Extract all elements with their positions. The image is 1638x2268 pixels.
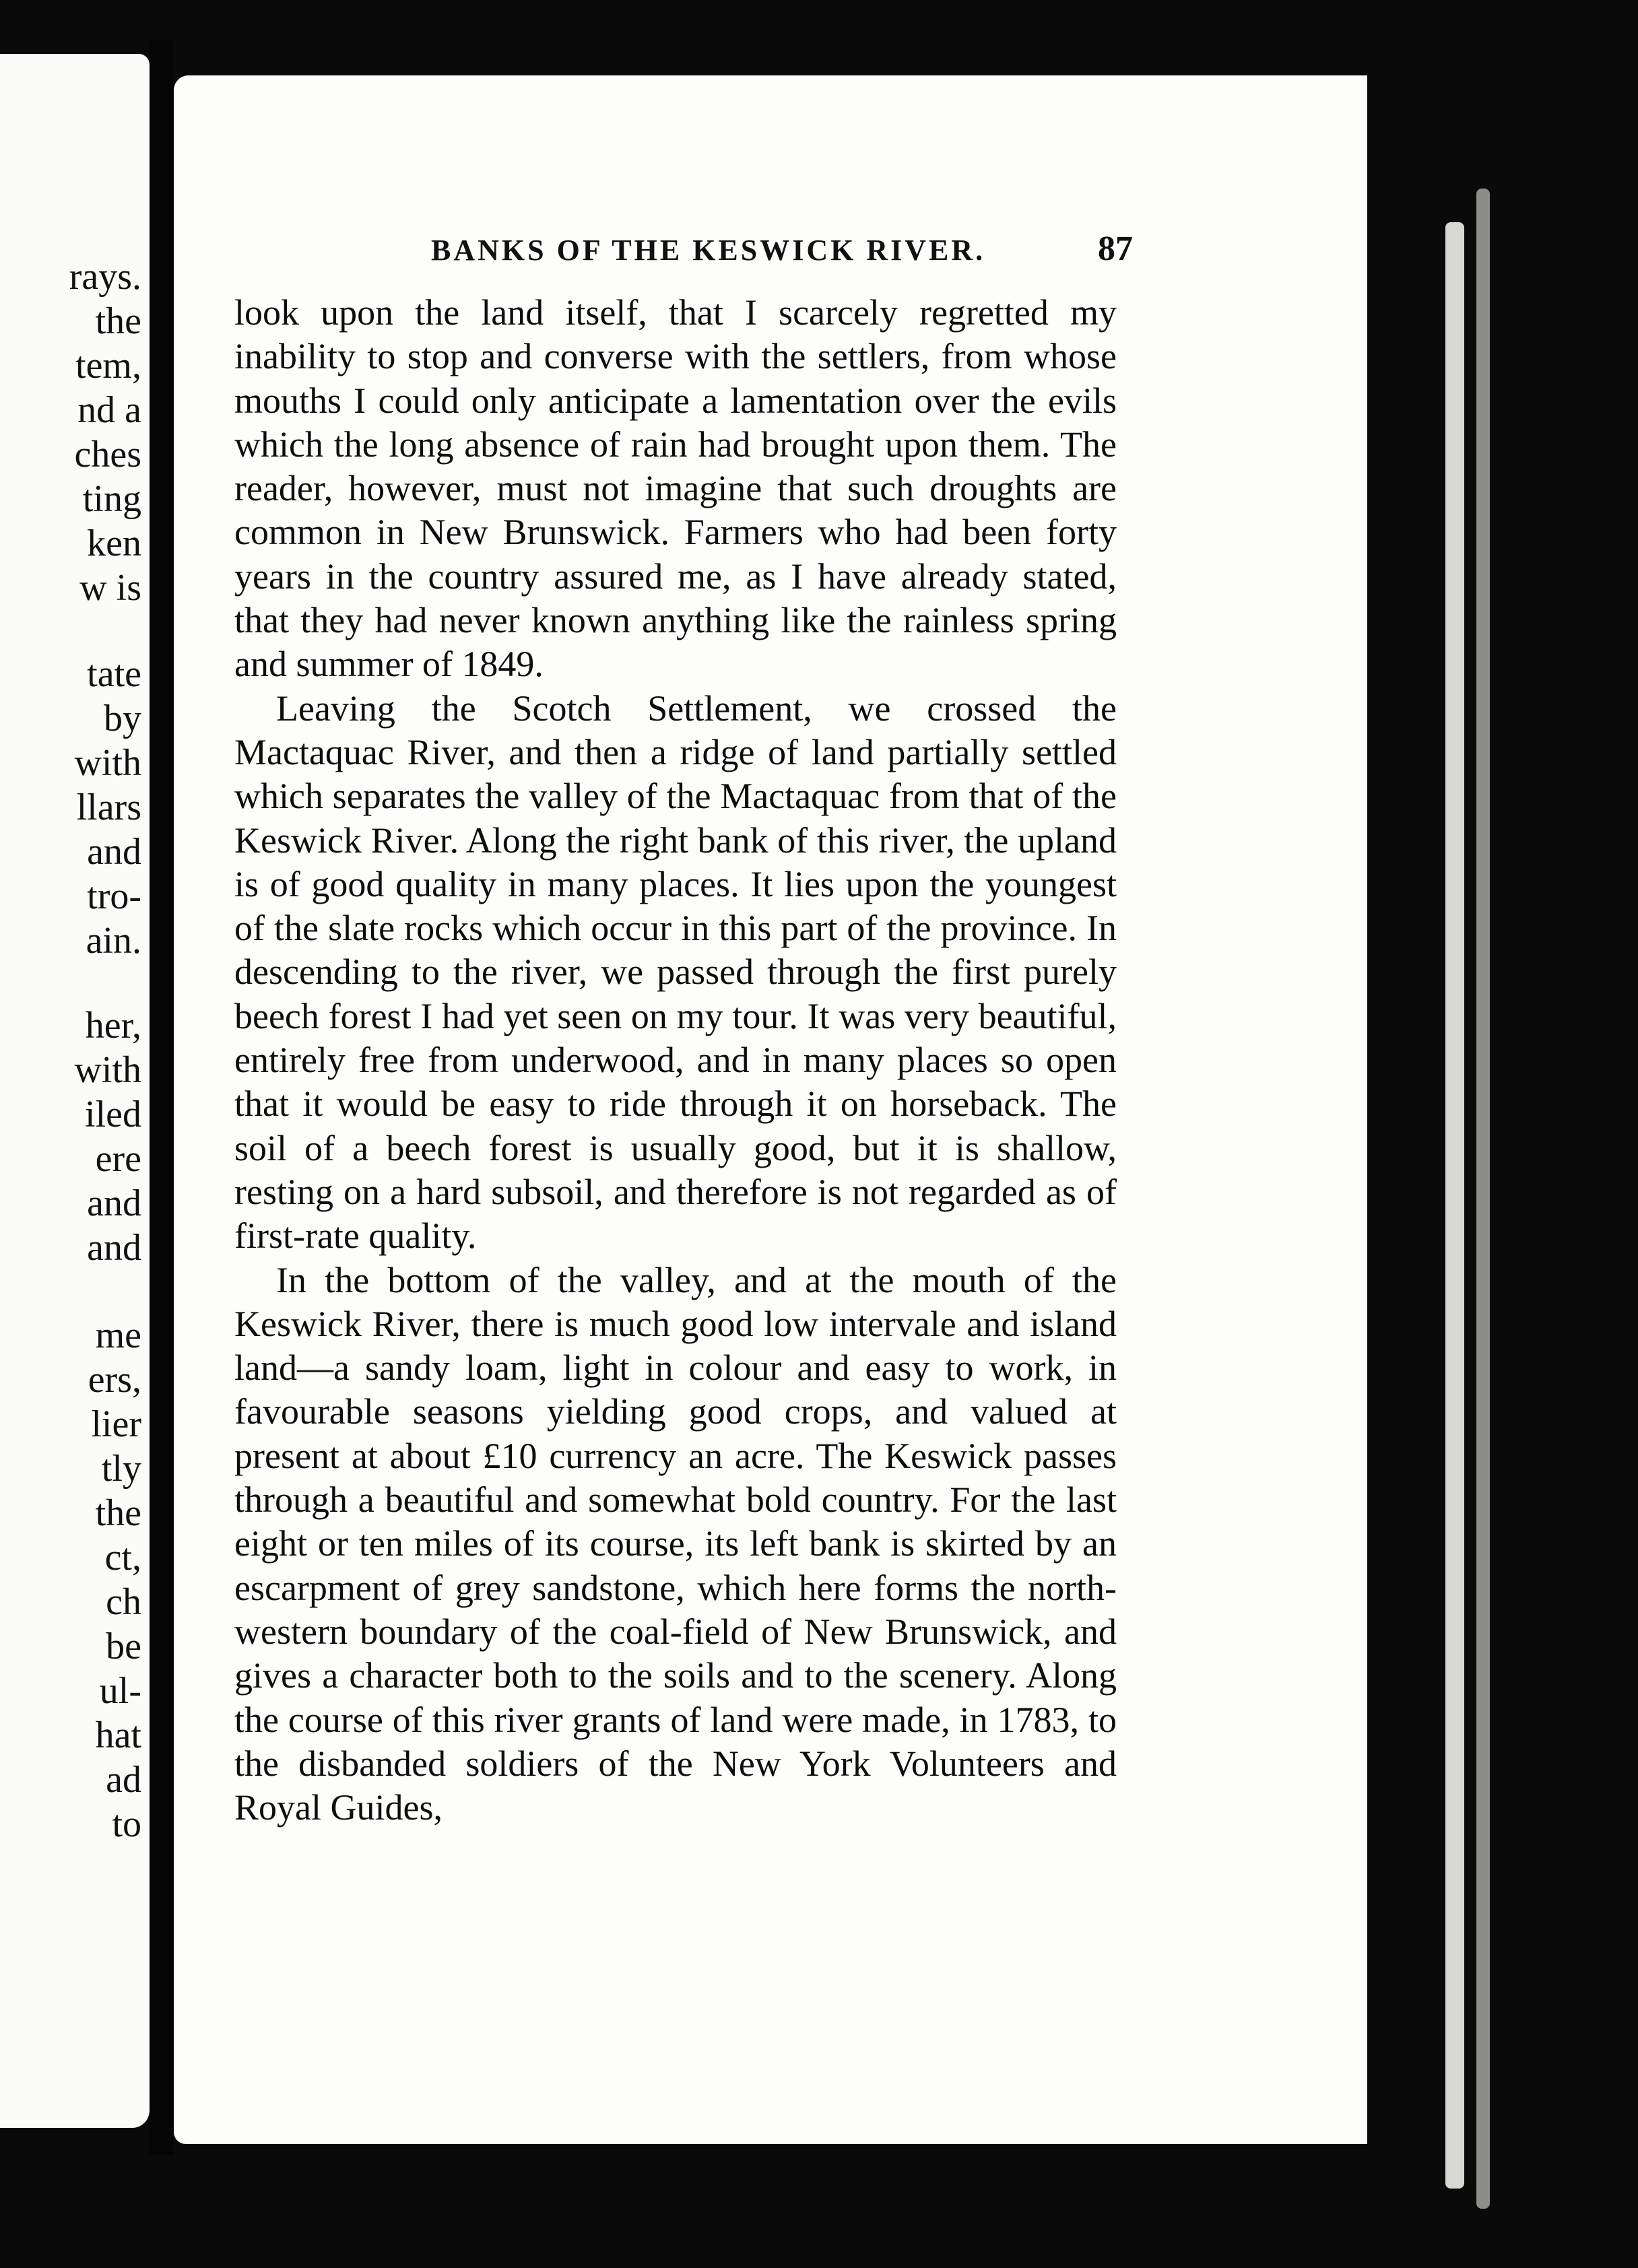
left-page-fragment: rays. bbox=[69, 256, 141, 298]
page-edge-strip bbox=[1476, 189, 1490, 2209]
left-page-fragment: be bbox=[106, 1626, 141, 1667]
left-page-fragment: me bbox=[95, 1314, 141, 1356]
paragraph: Leaving the Scotch Settlement, we crossed the Mactaquac River, and then a ridge of land partially settled which separates the valley of the Mactaquac from that of the Keswick River. Along the right bank of this river, the upland is of good quality in many places. It lies upon the youngest of the slate rocks which occur in this part of the province. In descending to the river, we passed through the first purely beech forest I had yet seen on my tour. It was very beautiful, entirely free from underwood, and in many places so open that it would be easy to ride through it on horseback. The soil of a beech forest is usually good, but it is shallow, resting on a hard subsoil, and therefore is not regarded as of first-rate quality. bbox=[234, 688, 1117, 1257]
running-head: BANKS OF THE KESWICK RIVER. bbox=[431, 234, 986, 267]
left-page-fragment: by bbox=[104, 698, 141, 739]
left-page-fragment: ers, bbox=[88, 1359, 141, 1401]
left-page-fragment: the bbox=[95, 300, 141, 342]
left-page-fragment: ain. bbox=[86, 920, 141, 962]
left-page-fragment: w is bbox=[79, 567, 141, 609]
facing-page-left bbox=[0, 54, 150, 2128]
page-number: 87 bbox=[1098, 230, 1133, 268]
left-page-fragment: ad bbox=[106, 1759, 141, 1801]
left-page-fragment: tem, bbox=[75, 345, 141, 387]
left-page-fragment: ere bbox=[95, 1138, 141, 1180]
paragraph: In the bottom of the valley, and at the mouth of the Keswick River, there is much good low intervale and island land—a sandy loam, light in colour and easy to work, in favourable seasons yielding good crops, and valued at present at about £10 currency an acre. The Keswick passes through a beautiful and somewhat bold country. For the last eight or ten miles of its course, its left bank is skirted by an escarpment of grey sandstone, which here forms the north-western boundary of the coal-field of New Brunswick, and gives a character both to the soils and to the scenery. Along the course of this river grants of land were made, in 1783, to the disbanded soldiers of the New York Volunteers and Royal Guides, bbox=[234, 1259, 1117, 1828]
left-page-fragment: to bbox=[112, 1803, 141, 1845]
left-page-fragment: iled bbox=[85, 1094, 141, 1135]
left-page-fragment: nd a bbox=[77, 389, 141, 431]
left-page-fragment: and bbox=[87, 831, 141, 873]
left-page-fragment: ul- bbox=[99, 1670, 141, 1712]
left-page-fragment: and bbox=[87, 1182, 141, 1224]
left-page-fragment: llars bbox=[76, 787, 141, 828]
left-page-fragment: tro- bbox=[87, 875, 141, 917]
page-body bbox=[234, 291, 1117, 1830]
left-page-fragment: tly bbox=[101, 1448, 141, 1490]
left-page-fragment: ch bbox=[106, 1581, 141, 1623]
left-page-fragment: her, bbox=[85, 1005, 141, 1046]
page-edge-strip bbox=[1445, 222, 1464, 2189]
paragraph: look upon the land itself, that I scarcely regretted my inability to stop and converse with the settlers, from whose mouths I could only anticipate a lamentation over the evils which the long absence of rain had brought upon them. The reader, however, must not imagine that such droughts are common in New Brunswick. Farmers who had been forty years in the country assured me, as I have already stated, that they had never known anything like the rainless spring and summer of 1849. bbox=[234, 292, 1117, 685]
left-page-fragment: with bbox=[74, 742, 141, 784]
left-page-fragment: with bbox=[74, 1049, 141, 1091]
left-page-fragment: tate bbox=[87, 653, 141, 695]
left-page-fragment: the bbox=[95, 1492, 141, 1534]
page-edges bbox=[1367, 88, 1529, 2175]
left-page-fragment: hat bbox=[95, 1714, 141, 1756]
left-page-fragment: lier bbox=[91, 1403, 141, 1445]
left-page-fragment: ct, bbox=[104, 1537, 141, 1578]
left-page-fragment: and bbox=[87, 1227, 141, 1269]
left-page-fragment: ken bbox=[87, 523, 141, 564]
book-gutter bbox=[150, 40, 174, 2155]
left-page-fragment: ches bbox=[74, 434, 141, 475]
left-page-fragment: ting bbox=[82, 478, 141, 520]
